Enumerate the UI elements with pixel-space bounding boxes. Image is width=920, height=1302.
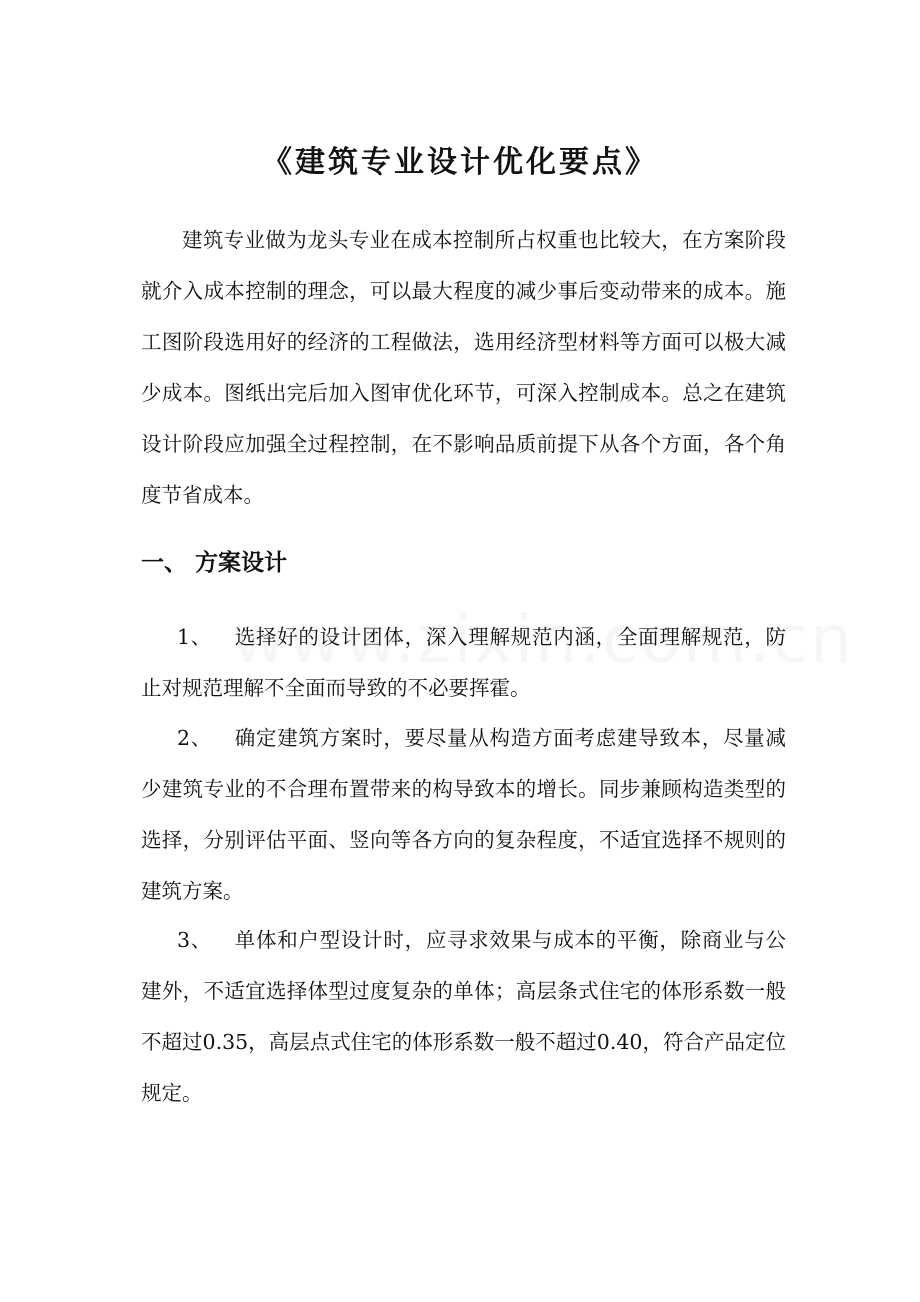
list-item-number: 2、 — [177, 726, 213, 750]
list-item — [141, 612, 786, 714]
intro-paragraph: 建筑专业做为龙头专业在成本控制所占权重也比较大，在方案阶段就介入成本控制的理念，可以最大程度的减少事后变动带来的成本。施工图阶段选用好的经济的工程做法，选用经济型材料等方面可以极大减少成本。图纸出完后加入图审优化环节，可深入控制成本。总之在建筑设计阶段应加强全过程控制，在不影响品质前提下从各个方面，各个角度节省成本。 — [141, 228, 786, 507]
list-item-text: 选择好的设计团体，深入理解规范内涵，全面理解规范，防止对规范理解不全面而导致的不必要挥霍。 — [141, 625, 787, 700]
list-item-number: 1、 — [177, 625, 213, 649]
list-item-number: 3、 — [177, 928, 213, 952]
list-item-text: 确定建筑方案时，要尽量从构造方面考虑建导致本，尽量减少建筑专业的不合理布置带来的构导致本的增长。同步兼顾构造类型的选择，分别评估平面、竖向等各方向的复杂程度，不适宜选择不规则的建筑方案。 — [141, 726, 787, 903]
section-heading-scheme-design: 一、 方案设计 — [141, 550, 288, 576]
list-item — [141, 713, 786, 917]
list-item — [141, 915, 786, 1119]
document-title: 《建筑专业设计优化要点》 — [262, 145, 658, 180]
list-item-text: 单体和户型设计时，应寻求效果与成本的平衡，除商业与公建外，不适宜选择体型过度复杂的单体；高层条式住宅的体形系数一般不超过0.35，高层点式住宅的体形系数一般不超过0.40，符合产品定位规定。 — [141, 928, 787, 1105]
